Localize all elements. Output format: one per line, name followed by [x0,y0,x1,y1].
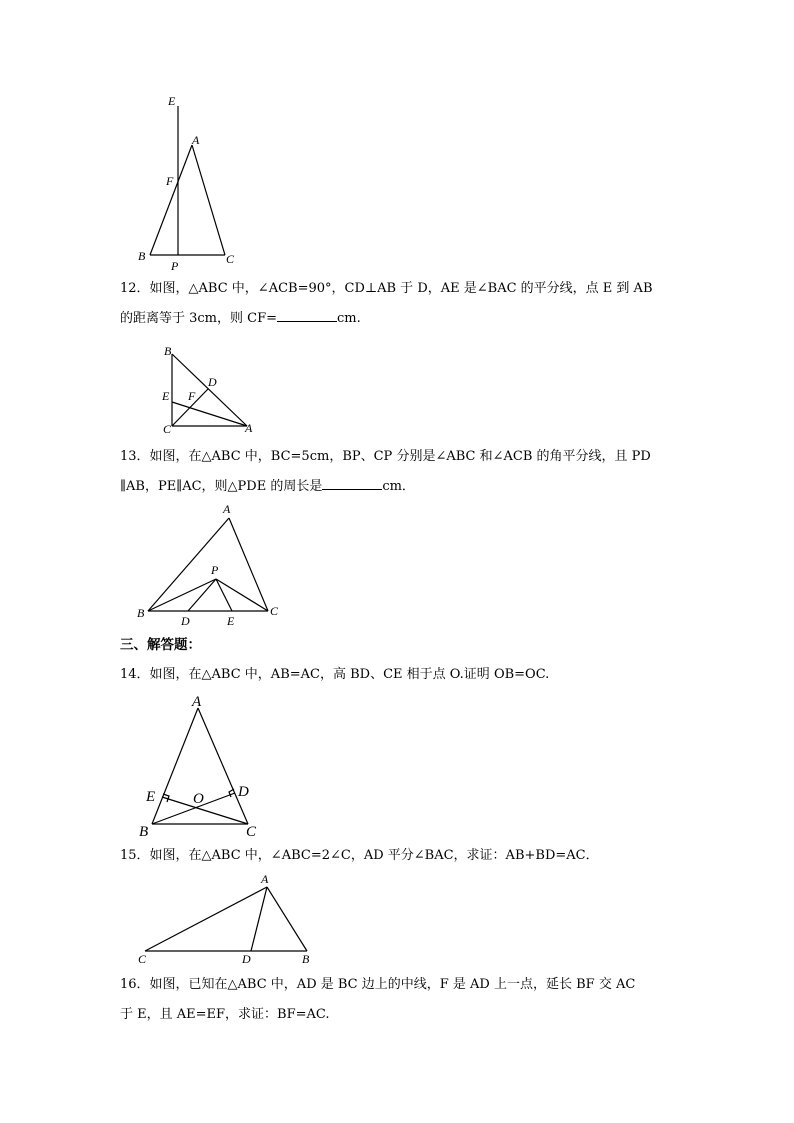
segment-pd [188,579,216,611]
label-b: B [138,249,146,263]
question-14 [120,660,680,690]
figure-15 [135,870,315,968]
segment-ac [192,145,225,255]
question-12 [120,274,680,334]
label-c: C [270,604,279,618]
answer-blank[interactable] [277,309,337,322]
label-b: B [137,606,145,620]
section-heading: 三、解答题： [120,637,201,653]
segment-ab [267,887,307,951]
label-c: C [226,252,235,266]
segment-ac [198,708,248,824]
question-13-line1: 13．如图，在△ABC 中，BC=5cm，BP、CP 分别是∠ABC 和∠ACB 的角平分线，且 PD [120,449,651,464]
figure-13 [134,498,294,630]
label-e: E [227,614,235,628]
label-e: E [168,94,176,108]
segment-ce [162,797,248,824]
figure-12 [155,342,265,438]
segment-bp [148,579,216,611]
label-c: C [163,422,172,436]
label-a: A [245,421,253,435]
label-a: A [223,502,231,516]
question-16-line1: 16．如图，已知在△ABC 中，AD 是 BC 边上的中线，F 是 AD 上一点，延长 BF 交 AC [120,977,636,992]
label-c: C [246,824,257,840]
label-f: F [188,389,196,403]
label-d: D [181,614,190,628]
label-d: D [208,375,217,389]
label-d: D [242,952,251,966]
label-e: E [146,789,156,805]
label-b: B [139,824,149,840]
question-15-line1: 15．如图，在△ABC 中，∠ABC=2∠C，AD 平分∠BAC，求证：AB+BD=AC． [120,848,599,863]
figure-11 [130,88,250,273]
question-13 [120,442,680,502]
answer-blank[interactable] [322,477,382,490]
label-p: P [211,563,219,577]
question-14-line1: 14．如图，在△ABC 中，AB=AC，高 BD、CE 相于点 O.证明 OB=OC. [120,667,550,682]
question-16 [120,970,680,1030]
segment-ad [251,887,267,951]
label-b: B [164,344,172,358]
label-a: A [192,694,202,710]
question-13-line2: ∥AB，PE∥AC，则△PDE 的周长是 cm． [120,479,415,494]
label-e: E [162,389,170,403]
question-12-line2: 的距离等于 3cm，则 CF= cm. [120,311,361,326]
segment-ba [150,145,192,255]
question-15 [120,841,680,871]
label-a: A [192,133,200,147]
segment-ac [229,518,268,611]
label-o: O [193,791,204,807]
question-16-line2: 于 E，且 AE=EF，求证：BF=AC. [120,1007,330,1022]
label-b: B [302,952,310,966]
label-p: P [171,259,179,273]
label-a: A [261,872,269,886]
segment-ca [145,887,267,951]
label-c: C [138,952,147,966]
figure-14 [136,690,266,840]
label-d: D [238,784,249,800]
question-12-line1: 12．如图，△ABC 中，∠ACB=90°，CD⊥AB 于 D，AE 是∠BAC 的平分线，点 E 到 AB [120,281,653,296]
label-f: F [166,174,174,188]
